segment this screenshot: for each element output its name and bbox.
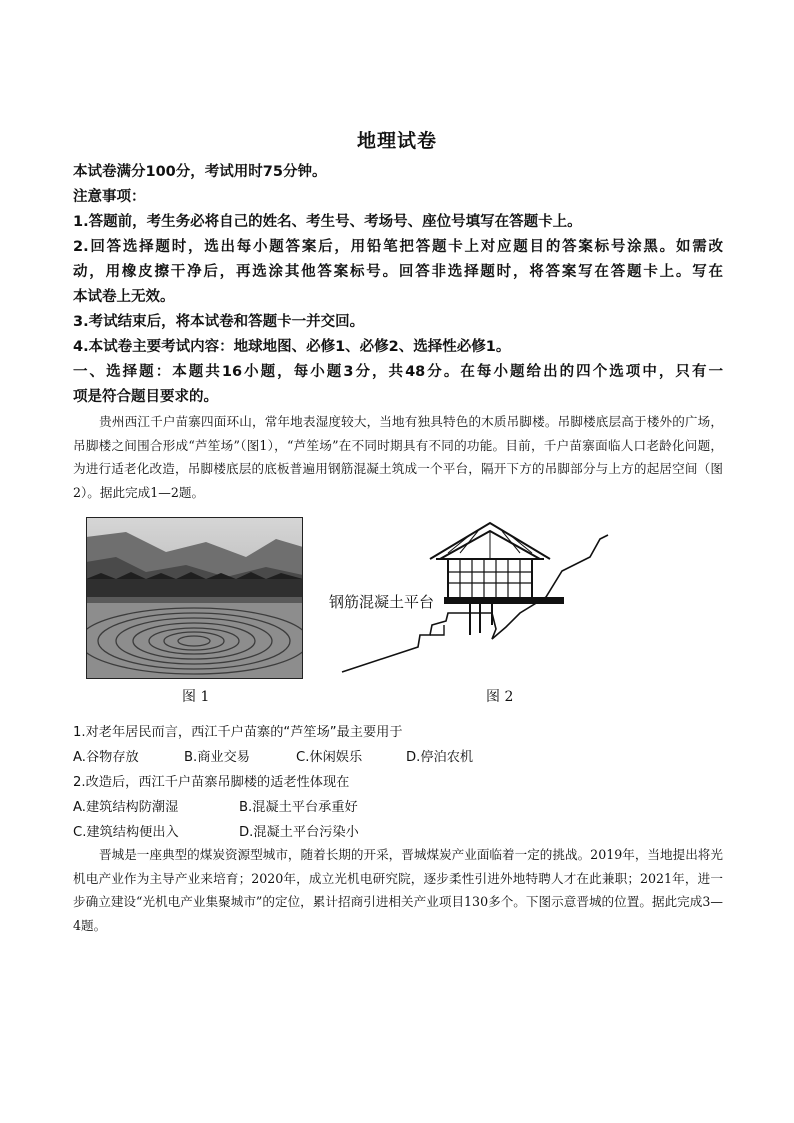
question-2-option-c: C.建筑结构便出入 bbox=[73, 825, 179, 840]
score-line: 本试卷满分100分，考试用时75分钟。 bbox=[73, 164, 327, 180]
section-heading: 一、选择题：本题共16小题，每小题3分，共48分。在每小题给出的四个选项中，只有一 bbox=[73, 364, 723, 380]
question-2-option-a: A.建筑结构防潮湿 bbox=[73, 800, 179, 815]
passage-jincheng bbox=[73, 843, 723, 937]
note-1: 1.答题前，考生务必将自己的姓名、考生号、考场号、座位号填写在答题卡上。 bbox=[73, 214, 582, 230]
passage-1-text: 贵州西江千户苗寨四面环山，常年地表湿度较大，当地有独具特色的木质吊脚楼。吊脚楼底层高于楼外的广场，吊脚楼之间围合形成“芦笙场”（图1），“芦笙场”在不同时期具有不同的功能。目前，千户苗寨面临人口老龄化问题，为进行适老化改造，吊脚楼底层的底板普遍用钢筋混凝土筑成一个平台，隔开下方的吊脚部分与上方的起居空间（图2）。据此完成1—2题。 bbox=[73, 414, 723, 500]
concrete-platform-label: 钢筋混凝土平台 bbox=[329, 593, 435, 611]
question-1-option-d: D.停泊农机 bbox=[406, 750, 474, 765]
note-2-cont: 动，用橡皮擦干净后，再选涂其他答案标号。回答非选择题时，将答案写在答题卡上。写在 bbox=[73, 264, 723, 280]
question-1-option-b: B.商业交易 bbox=[184, 750, 250, 765]
question-1-stem: 1.对老年居民而言，西江千户苗寨的“芦笙场”最主要用于 bbox=[73, 725, 403, 740]
question-1-option-c: C.休闲娱乐 bbox=[296, 750, 363, 765]
question-1-option-a: A.谷物存放 bbox=[73, 750, 139, 765]
figure-1-caption: 图 1 bbox=[182, 689, 210, 705]
lusheng-square-photo bbox=[86, 517, 303, 679]
note-4: 4.本试卷主要考试内容：地球地图、必修1、必修2、选择性必修1。 bbox=[73, 339, 511, 355]
notice-heading: 注意事项： bbox=[73, 189, 146, 205]
figure-2-caption: 图 2 bbox=[486, 689, 514, 705]
section-heading-cont: 项是符合题目要求的。 bbox=[73, 389, 218, 405]
note-3: 3.考试结束后，将本试卷和答题卡一并交回。 bbox=[73, 314, 365, 330]
passage-miao-village bbox=[73, 410, 723, 504]
note-2: 2.回答选择题时，选出每小题答案后，用铅笔把答题卡上对应题目的答案标号涂黑。如需改 bbox=[73, 239, 723, 255]
question-2-option-b: B.混凝土平台承重好 bbox=[239, 800, 358, 815]
question-2-option-d: D.混凝土平台污染小 bbox=[239, 825, 359, 840]
page-title: 地理试卷 bbox=[356, 130, 437, 152]
question-2-stem: 2.改造后，西江千户苗寨吊脚楼的适老性体现在 bbox=[73, 775, 350, 790]
note-2-end: 本试卷上无效。 bbox=[73, 289, 175, 305]
passage-2-text: 晋城是一座典型的煤炭资源型城市，随着长期的开采，晋城煤炭产业面临着一定的挑战。2019年，当地提出将光机电产业作为主导产业来培育；2020年，成立光机电研究院，逐步柔性引进外地特聘人才在此兼职；2021年，进一步确立建设“光机电产业集聚城市”的定位，累计招商引进相关产业项目130多个。下图示意晋城的位置。据此完成3—4题。 bbox=[73, 847, 723, 933]
